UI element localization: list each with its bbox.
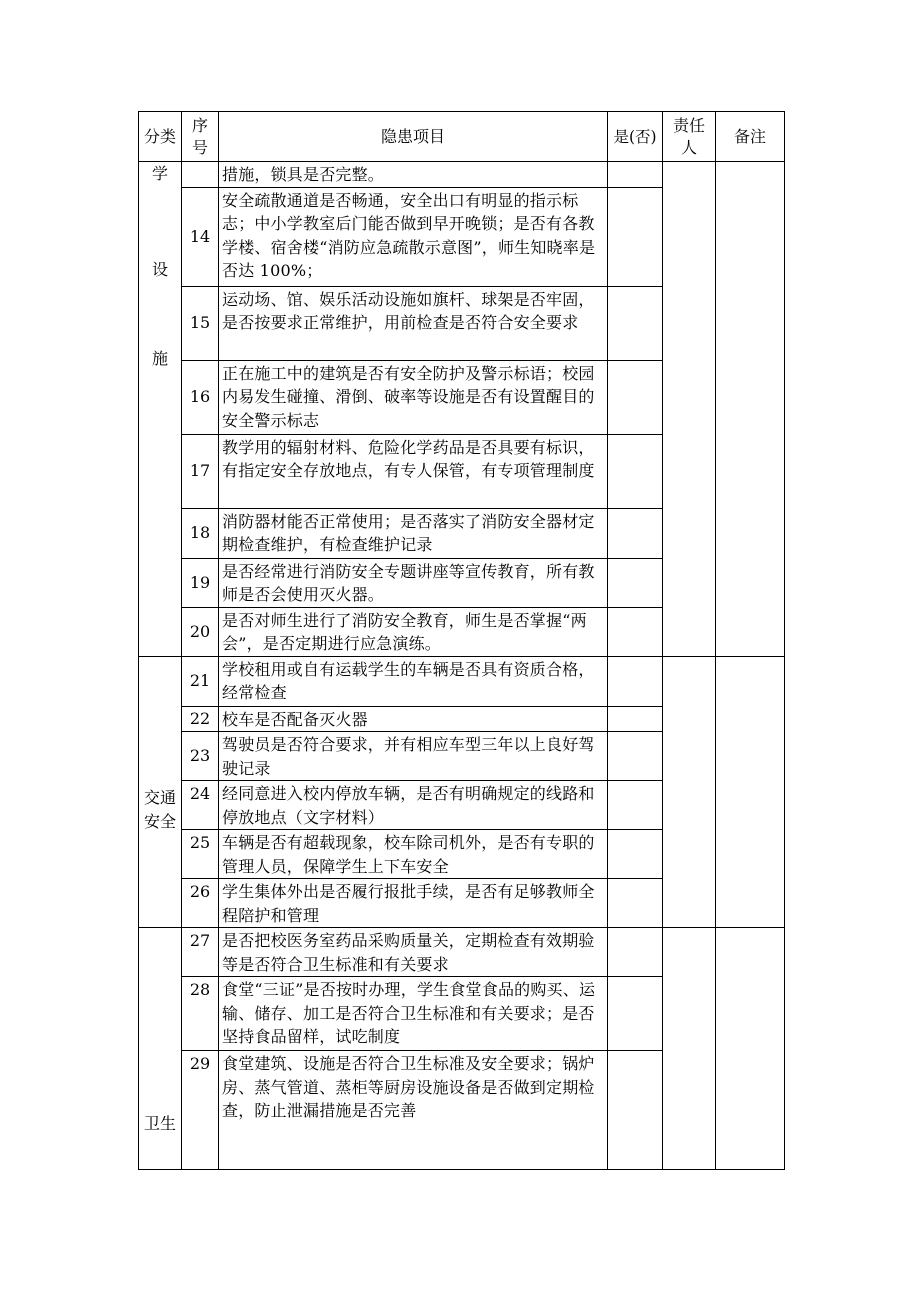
row-number: 27 xyxy=(182,928,219,977)
header-number-text: 序号 xyxy=(192,115,209,157)
row-item-text: 学生集体外出是否履行报批手续，是否有足够教师全程陪护和管理 xyxy=(219,879,608,928)
row-item-text: 教学用的辐射材料、危险化学药品是否具要有标识，有指定安全存放地点，有专人保管，有专项管理制度 xyxy=(219,434,608,508)
yes-no-cell[interactable] xyxy=(608,558,663,607)
row-item-text: 食堂“三证”是否按时办理，学生食堂食品的购买、运输、储存、加工是否符合卫生标准和有关要求；是否坚持食品留样，试吃制度 xyxy=(219,977,608,1051)
row-item-text: 经同意进入校内停放车辆，是否有明确规定的线路和停放地点（文字材料） xyxy=(219,781,608,830)
yes-no-cell[interactable] xyxy=(608,656,663,706)
table-header-row xyxy=(139,112,785,162)
yes-no-cell[interactable] xyxy=(608,162,663,188)
row-number: 22 xyxy=(182,706,219,732)
row-item-text: 学校租用或自有运载学生的车辆是否具有资质合格，经常检查 xyxy=(219,656,608,706)
row-number: 19 xyxy=(182,558,219,607)
row-number xyxy=(182,162,219,188)
row-number: 29 xyxy=(182,1051,219,1170)
row-number: 17 xyxy=(182,434,219,508)
yes-no-cell[interactable] xyxy=(608,928,663,977)
row-number: 26 xyxy=(182,879,219,928)
yes-no-cell[interactable] xyxy=(608,1051,663,1170)
yes-no-cell[interactable] xyxy=(608,607,663,656)
category-hygiene xyxy=(139,928,182,1170)
yes-no-cell[interactable] xyxy=(608,732,663,781)
row-item-text: 驾驶员是否符合要求，并有相应车型三年以上良好驾驶记录 xyxy=(219,732,608,781)
header-category: 分类 xyxy=(139,112,182,162)
row-item-text: 正在施工中的建筑是否有安全防护及警示标语；校园内易发生碰撞、滑倒、破率等设施是否有设置醒目的安全警示标志 xyxy=(219,360,608,434)
table-row xyxy=(139,928,785,977)
yes-no-cell[interactable] xyxy=(608,508,663,558)
row-number: 21 xyxy=(182,656,219,706)
row-number: 18 xyxy=(182,508,219,558)
row-number: 14 xyxy=(182,187,219,286)
row-number: 20 xyxy=(182,607,219,656)
yes-no-cell[interactable] xyxy=(608,187,663,286)
category-traffic-safety-text: 交通安全 xyxy=(143,787,176,831)
row-number: 15 xyxy=(182,286,219,360)
category-traffic-safety xyxy=(139,656,182,928)
table-row xyxy=(139,162,785,188)
remarks-cell[interactable] xyxy=(716,162,785,657)
category-char-3: 施 xyxy=(151,349,168,368)
row-item-text: 车辆是否有超载现象，校车除司机外，是否有专职的管理人员，保障学生上下车安全 xyxy=(219,830,608,879)
row-number: 23 xyxy=(182,732,219,781)
row-item-text: 是否经常进行消防安全专题讲座等宣传教育，所有教师是否会使用灭火器。 xyxy=(219,558,608,607)
yes-no-cell[interactable] xyxy=(608,879,663,928)
yes-no-cell[interactable] xyxy=(608,360,663,434)
yes-no-cell[interactable] xyxy=(608,977,663,1051)
header-remarks: 备注 xyxy=(716,112,785,162)
responsible-cell[interactable] xyxy=(663,928,716,1170)
row-number: 16 xyxy=(182,360,219,434)
row-item-text: 运动场、馆、娱乐活动设施如旗杆、球架是否牢固，是否按要求正常维护，用前检查是否符合安全要求 xyxy=(219,286,608,360)
yes-no-cell[interactable] xyxy=(608,781,663,830)
remarks-cell[interactable] xyxy=(716,656,785,928)
row-number: 25 xyxy=(182,830,219,879)
category-hygiene-text: 卫生 xyxy=(143,1114,176,1133)
category-school-facilities xyxy=(139,162,182,657)
header-responsible-text: 责任人 xyxy=(672,115,705,157)
row-number: 28 xyxy=(182,977,219,1051)
yes-no-cell[interactable] xyxy=(608,286,663,360)
table-row xyxy=(139,656,785,706)
row-item-text: 是否把校医务室药品采购质量关，定期检查有效期验等是否符合卫生标准和有关要求 xyxy=(219,928,608,977)
hazard-checklist-table xyxy=(138,111,785,1170)
row-item-text: 食堂建筑、设施是否符合卫生标准及安全要求；锅炉房、蒸气管道、蒸柜等厨房设施设备是否做到定期检查，防止泄漏措施是否完善 xyxy=(219,1051,608,1170)
header-yes-no: 是(否) xyxy=(608,112,663,162)
responsible-cell[interactable] xyxy=(663,656,716,928)
remarks-cell[interactable] xyxy=(716,928,785,1170)
header-number xyxy=(182,112,219,162)
row-item-text: 是否对师生进行了消防安全教育，师生是否掌握“两会”，是否定期进行应急演练。 xyxy=(219,607,608,656)
row-item-text: 措施，锁具是否完整。 xyxy=(219,162,608,188)
yes-no-cell[interactable] xyxy=(608,830,663,879)
row-item-text: 校车是否配备灭火器 xyxy=(219,706,608,732)
hazard-checklist-page xyxy=(138,111,785,1170)
row-item-text: 安全疏散通道是否畅通，安全出口有明显的指示标志；中小学教室后门能否做到早开晚锁；是否有各教学楼、宿舍楼“消防应急疏散示意图”，师生知晓率是否达 100%； xyxy=(219,187,608,286)
header-item: 隐患项目 xyxy=(219,112,608,162)
responsible-cell[interactable] xyxy=(663,162,716,657)
yes-no-cell[interactable] xyxy=(608,706,663,732)
category-char-1: 学 xyxy=(151,164,168,183)
row-number: 24 xyxy=(182,781,219,830)
yes-no-cell[interactable] xyxy=(608,434,663,508)
header-responsible xyxy=(663,112,716,162)
category-char-2: 设 xyxy=(151,260,168,279)
row-item-text: 消防器材能否正常使用；是否落实了消防安全器材定期检查维护，有检查维护记录 xyxy=(219,508,608,558)
